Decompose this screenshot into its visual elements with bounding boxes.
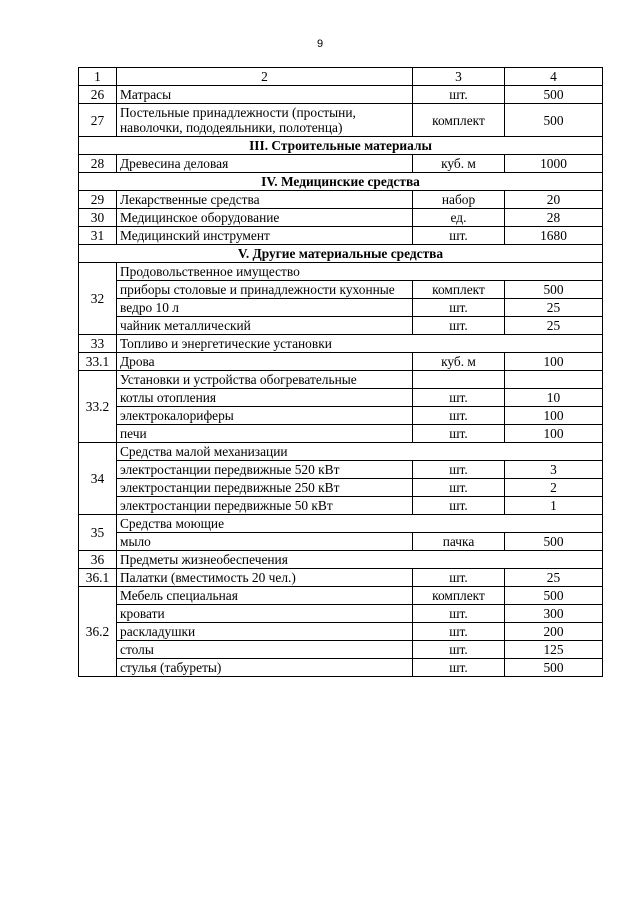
item-unit: шт.	[413, 461, 505, 479]
row-number: 36.1	[79, 569, 117, 587]
table-row	[79, 155, 603, 173]
section-title: III. Строительные материалы	[79, 137, 603, 155]
item-name: чайник металлический	[117, 317, 413, 335]
row-number: 36.2	[79, 587, 117, 677]
group-title: Топливо и энергетические установки	[117, 335, 603, 353]
item-name: Медицинское оборудование	[117, 209, 413, 227]
item-name: Палатки (вместимость 20 чел.)	[117, 569, 413, 587]
item-name: кровати	[117, 605, 413, 623]
item-name: электростанции передвижные 50 кВт	[117, 497, 413, 515]
item-name: печи	[117, 425, 413, 443]
item-quantity: 300	[505, 605, 603, 623]
sub-row	[79, 461, 603, 479]
item-quantity: 28	[505, 209, 603, 227]
group-title: Предметы жизнеобеспечения	[117, 551, 603, 569]
item-quantity: 20	[505, 191, 603, 209]
section-row	[79, 173, 603, 191]
item-unit: шт.	[413, 407, 505, 425]
section-row	[79, 137, 603, 155]
item-name: стулья (табуреты)	[117, 659, 413, 677]
item-name: раскладушки	[117, 623, 413, 641]
section-title: IV. Медицинские средства	[79, 173, 603, 191]
sub-row	[79, 425, 603, 443]
item-quantity: 500	[505, 281, 603, 299]
item-quantity: 1000	[505, 155, 603, 173]
item-quantity: 25	[505, 569, 603, 587]
item-quantity: 100	[505, 407, 603, 425]
item-quantity: 25	[505, 299, 603, 317]
item-unit: шт.	[413, 569, 505, 587]
item-name: Постельные принадлежности (простыни, наволочки, пододеяльники, полотенца)	[117, 104, 413, 137]
row-number: 26	[79, 86, 117, 104]
item-quantity: 1680	[505, 227, 603, 245]
item-name: приборы столовые и принадлежности кухонные	[117, 281, 413, 299]
item-quantity: 2	[505, 479, 603, 497]
item-name: электрокалориферы	[117, 407, 413, 425]
table-row	[79, 209, 603, 227]
item-quantity: 100	[505, 353, 603, 371]
row-number: 28	[79, 155, 117, 173]
item-quantity: 500	[505, 659, 603, 677]
item-name: Медицинский инструмент	[117, 227, 413, 245]
item-unit: ед.	[413, 209, 505, 227]
item-name: электростанции передвижные 520 кВт	[117, 461, 413, 479]
item-unit: комплект	[413, 281, 505, 299]
item-unit: шт.	[413, 389, 505, 407]
sub-row	[79, 533, 603, 551]
item-name: электростанции передвижные 250 кВт	[117, 479, 413, 497]
supplies-table	[78, 67, 603, 677]
row-number: 33.1	[79, 353, 117, 371]
column-header: 1	[79, 68, 117, 86]
sub-row	[79, 497, 603, 515]
table-row	[79, 191, 603, 209]
item-unit: куб. м	[413, 155, 505, 173]
item-unit: шт.	[413, 605, 505, 623]
item-name: Установки и устройства обогревательные	[117, 371, 413, 389]
item-unit: куб. м	[413, 353, 505, 371]
item-unit: шт.	[413, 227, 505, 245]
item-name: ведро 10 л	[117, 299, 413, 317]
table-row	[79, 569, 603, 587]
item-name: Древесина деловая	[117, 155, 413, 173]
column-header: 3	[413, 68, 505, 86]
table-row	[79, 371, 603, 389]
item-quantity: 200	[505, 623, 603, 641]
item-name: Дрова	[117, 353, 413, 371]
item-unit: шт.	[413, 497, 505, 515]
item-unit: шт.	[413, 623, 505, 641]
sub-row	[79, 623, 603, 641]
item-unit: шт.	[413, 317, 505, 335]
item-unit: комплект	[413, 587, 505, 605]
group-row	[79, 515, 603, 533]
item-quantity: 500	[505, 533, 603, 551]
item-unit: набор	[413, 191, 505, 209]
item-unit: шт.	[413, 86, 505, 104]
row-number: 30	[79, 209, 117, 227]
item-unit: шт.	[413, 659, 505, 677]
item-quantity	[505, 371, 603, 389]
item-unit: комплект	[413, 104, 505, 137]
item-name: Матрасы	[117, 86, 413, 104]
item-name: столы	[117, 641, 413, 659]
sub-row	[79, 605, 603, 623]
sub-row	[79, 479, 603, 497]
item-name: мыло	[117, 533, 413, 551]
table-row	[79, 86, 603, 104]
group-title: Средства моющие	[117, 515, 603, 533]
column-header: 4	[505, 68, 603, 86]
row-number: 32	[79, 263, 117, 335]
page-number: 9	[316, 38, 324, 50]
group-row	[79, 335, 603, 353]
group-title: Продовольственное имущество	[117, 263, 603, 281]
item-unit: пачка	[413, 533, 505, 551]
sub-row	[79, 299, 603, 317]
item-quantity: 500	[505, 104, 603, 137]
sub-row	[79, 641, 603, 659]
item-unit	[413, 371, 505, 389]
item-unit: шт.	[413, 425, 505, 443]
table-row	[79, 587, 603, 605]
group-row	[79, 551, 603, 569]
item-quantity: 25	[505, 317, 603, 335]
sub-row	[79, 407, 603, 425]
item-name: Мебель специальная	[117, 587, 413, 605]
table-body	[79, 68, 603, 677]
item-unit: шт.	[413, 641, 505, 659]
item-name: котлы отопления	[117, 389, 413, 407]
item-quantity: 100	[505, 425, 603, 443]
sub-row	[79, 659, 603, 677]
group-row	[79, 263, 603, 281]
section-row	[79, 245, 603, 263]
sub-row	[79, 317, 603, 335]
header-row	[79, 68, 603, 86]
table-row	[79, 104, 603, 137]
item-quantity: 10	[505, 389, 603, 407]
table-row	[79, 227, 603, 245]
item-quantity: 125	[505, 641, 603, 659]
item-quantity: 500	[505, 587, 603, 605]
row-number: 36	[79, 551, 117, 569]
row-number: 29	[79, 191, 117, 209]
row-number: 31	[79, 227, 117, 245]
row-number: 34	[79, 443, 117, 515]
row-number: 33.2	[79, 371, 117, 443]
item-unit: шт.	[413, 479, 505, 497]
item-unit: шт.	[413, 299, 505, 317]
row-number: 33	[79, 335, 117, 353]
table-row	[79, 353, 603, 371]
section-title: V. Другие материальные средства	[79, 245, 603, 263]
sub-row	[79, 281, 603, 299]
group-row	[79, 443, 603, 461]
column-header: 2	[117, 68, 413, 86]
item-name: Лекарственные средства	[117, 191, 413, 209]
row-number: 35	[79, 515, 117, 551]
item-quantity: 1	[505, 497, 603, 515]
sub-row	[79, 389, 603, 407]
item-quantity: 500	[505, 86, 603, 104]
group-title: Средства малой механизации	[117, 443, 603, 461]
row-number: 27	[79, 104, 117, 137]
item-quantity: 3	[505, 461, 603, 479]
